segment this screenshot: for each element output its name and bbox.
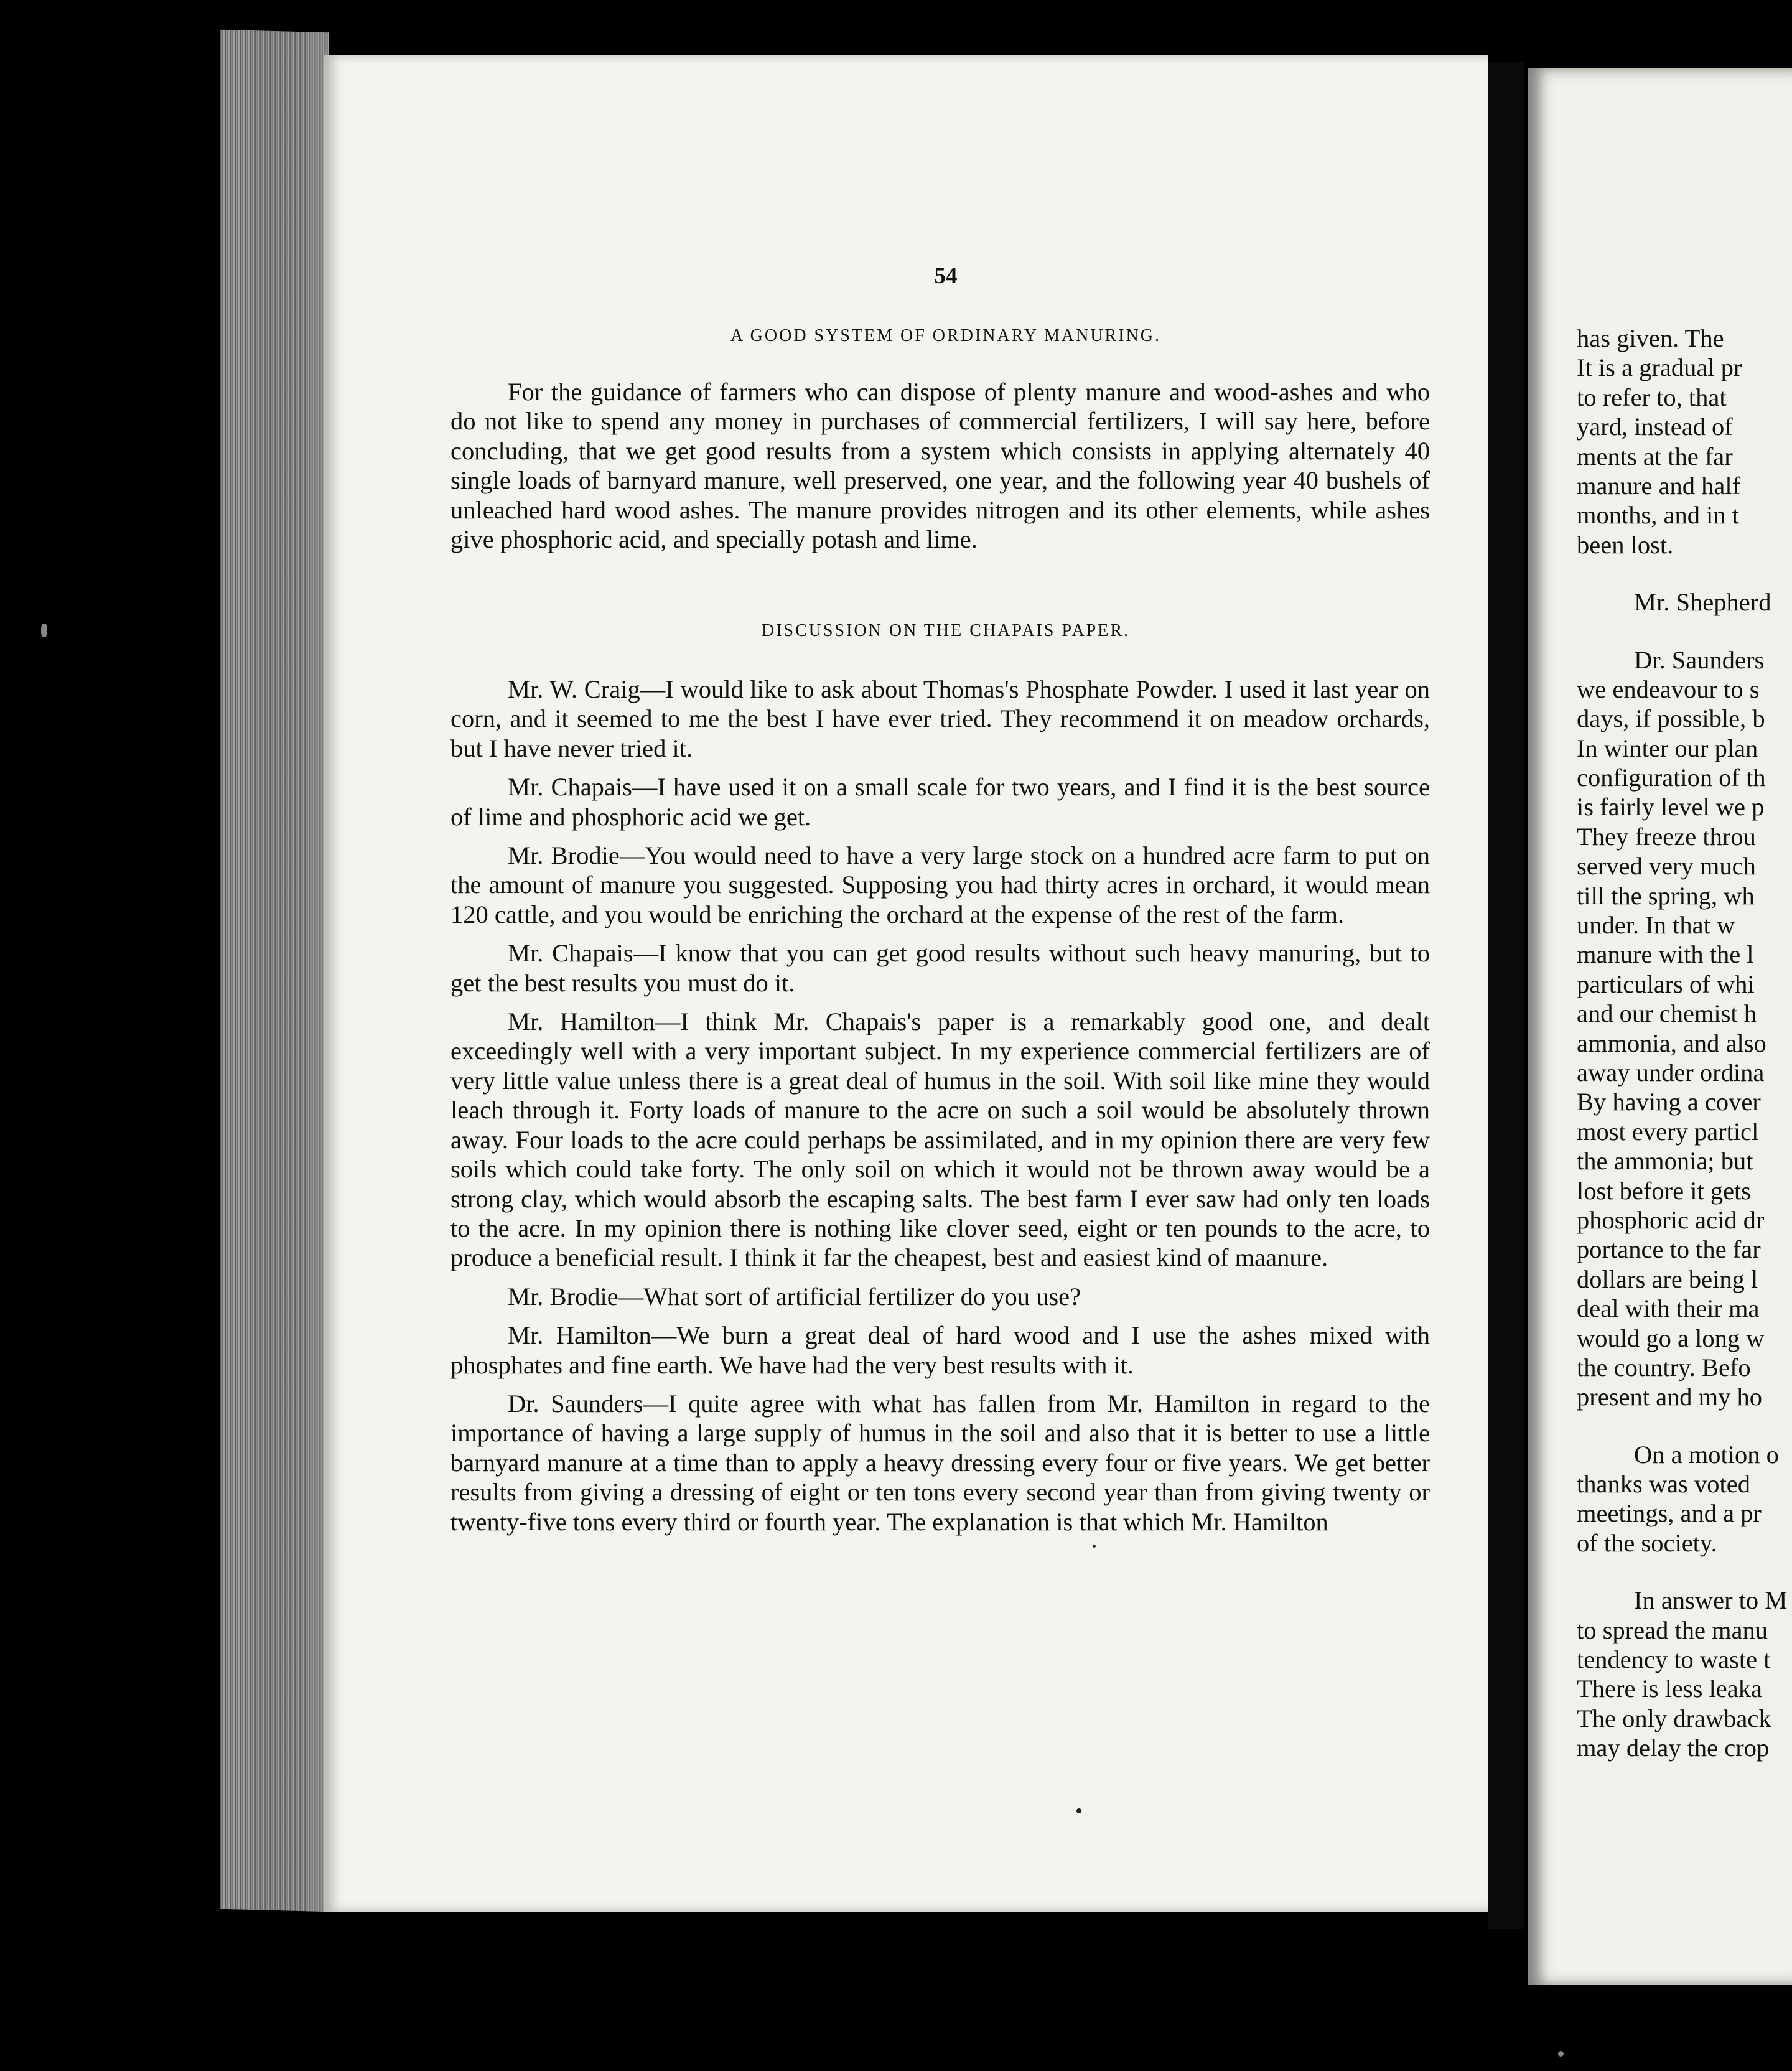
right-page-line: away under ordina	[1577, 1058, 1765, 1087]
discussion-paragraph: Mr. Brodie—You would need to have a very large stock on a hundred acre farm to put on the amount of manure you suggested. Supposing you had thirty acres in orchard, it would mean 120 cattle, and you would be enriching the orchard at the expense of the rest of the farm.	[450, 841, 1430, 928]
right-page-line: lost before it gets	[1577, 1176, 1752, 1205]
scan-mark	[41, 624, 47, 637]
right-page-line: In answer to M	[1634, 1586, 1788, 1615]
right-page-column	[1577, 324, 1792, 1763]
book-gutter	[1488, 62, 1524, 1929]
right-page-line: Mr. Shepherd	[1634, 588, 1771, 617]
right-page-line: and our chemist h	[1577, 999, 1757, 1028]
right-page-line: By having a cover	[1577, 1088, 1761, 1116]
right-page-line: manure with the l	[1577, 940, 1754, 969]
paragraph-gap	[1577, 1412, 1792, 1440]
right-page-line: would go a long w	[1577, 1324, 1765, 1352]
right-page-line: deal with their ma	[1577, 1294, 1760, 1323]
right-page-line: tendency to waste t	[1577, 1645, 1771, 1674]
right-page-line: of the society.	[1577, 1528, 1717, 1557]
section-heading-discussion: DISCUSSION ON THE CHAPAIS PAPER.	[761, 621, 1131, 640]
right-page-line: meetings, and a pr	[1577, 1499, 1762, 1528]
right-page-line: the country. Befo	[1577, 1353, 1751, 1381]
page-number: 54	[934, 263, 958, 289]
right-page-line: may delay the crop	[1577, 1734, 1770, 1762]
right-page-line: In winter our plan	[1577, 734, 1758, 762]
right-page-line: been lost.	[1577, 530, 1674, 559]
discussion-paragraph: Dr. Saunders—I quite agree with what has fallen from Mr. Hamilton in regard to the importance of having a large supply of humus in the soil and also that it is better to use a little barnyard manure at a time than to apply a heavy dressing every four or five years. We get better results from giving a dressing of eight or ten tons every second year than from giving twenty or twenty-five tons every third or fourth year. The explanation is that which Mr. Hamilton	[450, 1389, 1430, 1536]
discussion-paragraph: Mr. Hamilton—I think Mr. Chapais's paper is a remarkably good one, and dealt exceedingly well with a very important subject. In my experience commercial fertilizers are of very little value unless there is a great deal of humus in the soil. With soil like mine they would leach through it. Forty loads of manure to the acre on such a soil would be absolutely thrown away. Four loads to the acre could perhaps be assimilated, and in my opinion there are very few soils which could take forty. The only soil on which it would not be thrown away would be a strong clay, which would absorb the escaping salts. The best farm I ever saw had only ten loads to the acre. In my opinion there is nothing like clover seed, eight or ten pounds to the acre, to produce a beneficial result. I think it far the cheapest, best and easiest kind of maanure.	[450, 1007, 1430, 1272]
right-page-line: months, and in t	[1577, 501, 1739, 530]
right-page-line: configuration of th	[1577, 764, 1766, 792]
discussion-paragraph: Mr. Chapais—I know that you can get good results without such heavy manuring, but to get the best results you must do it.	[450, 939, 1430, 997]
manuring-paragraph: For the guidance of farmers who can dispose of plenty manure and wood-ashes and who do not like to spend any money in purchases of commercial fertilizers, I will say here, before concluding, that we get good results from a system which consists in applying alternately 40 single loads of barnyard manure, well preserved, one year, and the following year 40 bushels of unleached hard wood ashes. The manure provides nitrogen and its other elements, while ashes give phosphoric acid, and specially potash and lime.	[450, 378, 1430, 554]
right-page-line: There is less leaka	[1577, 1675, 1762, 1703]
right-page-line: ammonia, and also	[1577, 1029, 1766, 1057]
right-page-line: ments at the far	[1577, 442, 1733, 470]
scan-speck	[1093, 1545, 1096, 1548]
right-page-line: It is a gradual pr	[1577, 353, 1742, 382]
right-page-line: till the spring, wh	[1577, 881, 1755, 910]
right-page-line: we endeavour to s	[1577, 675, 1760, 703]
right-page-line: under. In that w	[1577, 911, 1735, 940]
right-page-line: portance to the far	[1577, 1235, 1761, 1264]
discussion-paragraph: Mr. Chapais—I have used it on a small scale for two years, and I find it is the best source of lime and phosphoric acid we get.	[450, 773, 1430, 831]
book-page-edges	[220, 30, 329, 1912]
right-page-line: On a motion o	[1634, 1440, 1779, 1469]
right-page-line: days, if possible, b	[1577, 704, 1765, 733]
right-page-line: to spread the manu	[1577, 1615, 1768, 1644]
manuring-paragraph-block	[450, 377, 1430, 554]
right-page-line: dollars are being l	[1577, 1265, 1758, 1293]
section-heading-manuring: A GOOD SYSTEM OF ORDINARY MANURING.	[730, 326, 1161, 345]
discussion-paragraph: Mr. Hamilton—We burn a great deal of hard wood and I use the ashes mixed with phosphates and fine earth. We have had the very best results with it.	[450, 1321, 1430, 1379]
right-page-line: thanks was voted	[1577, 1470, 1750, 1498]
paragraph-gap	[1577, 617, 1792, 645]
right-page-line: Dr. Saunders	[1634, 645, 1765, 674]
right-page-line: to refer to, that	[1577, 383, 1727, 411]
paragraph-gap	[1577, 559, 1792, 587]
scan-speck	[1076, 1808, 1081, 1813]
right-page-line: phosphoric acid dr	[1577, 1205, 1765, 1234]
scan-speck	[1558, 2051, 1564, 2057]
discussion-paragraph: Mr. W. Craig—I would like to ask about Thomas's Phosphate Powder. I used it last year on corn, and it seemed to me the best I have ever tried. They recommend it on meadow orchards, but I have never tried it.	[450, 675, 1430, 762]
right-page-line: manure and half	[1577, 471, 1741, 500]
right-page-line: present and my ho	[1577, 1383, 1763, 1411]
right-page-line: served very much	[1577, 852, 1756, 881]
right-page-line: The only drawback	[1577, 1704, 1771, 1732]
right-page-line: is fairly level we p	[1577, 793, 1765, 821]
right-page-line: the ammonia; but	[1577, 1147, 1753, 1176]
right-page-line: particulars of whi	[1577, 970, 1755, 998]
right-page-line: yard, instead of	[1577, 413, 1733, 441]
paragraph-gap	[1577, 1558, 1792, 1586]
discussion-paragraph: Mr. Brodie—What sort of artificial fertilizer do you use?	[508, 1282, 1081, 1311]
right-page-line: most every particl	[1577, 1117, 1759, 1146]
right-page-line: has given. The	[1577, 324, 1724, 352]
discussion-block	[450, 675, 1430, 1536]
right-page-line: They freeze throu	[1577, 822, 1756, 851]
